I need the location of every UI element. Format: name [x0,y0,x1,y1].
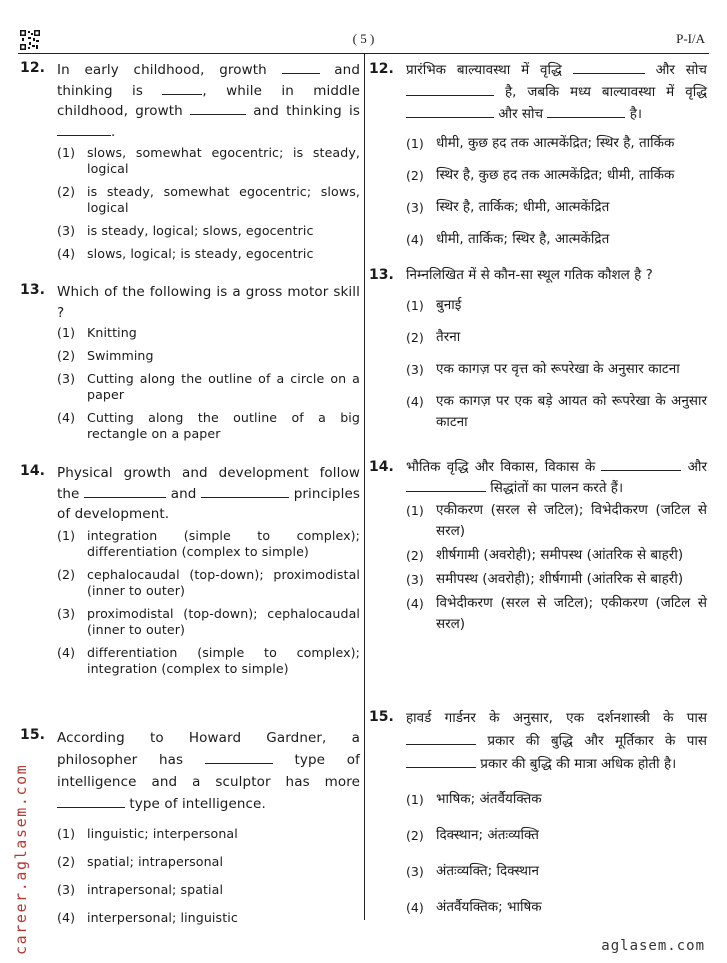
page-number: ( 5 ) [352,31,375,46]
answer-blank [201,486,289,498]
question-stem: Physical growth and development follow the and principles of development. [57,465,360,522]
question-number: 15. [369,709,394,725]
question-stem: प्रारंभिक बाल्यावस्था में वृद्धि और सोच है, जबकि मध्य बाल्यावस्था में वृद्धि और सोच है। [406,62,707,122]
question-number: 12. [20,60,46,76]
option-2: (2) दिक्स्थान; अंतःव्यक्ति [406,827,539,843]
option-3: (3) is steady, logical; slows, egocentric [57,223,314,238]
option-2: (2) शीर्षगामी (अवरोही); समीपस्थ (आंतरिक से बाहरी) [406,547,684,563]
option-4: (4) अंतर्वैयक्तिक; भाषिक [406,899,542,915]
question-stem: भौतिक वृद्धि और विकास, विकास के और सिद्धांतों का पालन करते हैं। [406,459,708,496]
answer-blank [282,62,320,74]
option-1: (1) slows, somewhat egocentric; is steady, logical [57,145,360,176]
question-12-hindi [369,59,707,250]
question-number: 12. [369,61,394,77]
answer-blank [162,83,202,95]
option-2: (2) is steady, somewhat egocentric; slows, logical [57,184,360,215]
question-number: 14. [369,459,394,475]
option-1: (1) Knitting [57,325,137,340]
answer-blank [57,796,125,808]
option-3: (3) एक कागज़ पर वृत्त को रूपरेखा के अनुसार काटना [406,360,680,377]
footer-website: aglasem.com [601,938,705,954]
answer-blank [406,733,476,745]
option-3: (3) Cutting along the outline of a circle on a paper [57,371,360,402]
option-1: (1) धीमी, कुछ हद तक आत्मकेंद्रित; स्थिर है, तार्किक [406,135,675,151]
paper-code: P-I/A [676,31,705,46]
answer-blank [406,106,494,118]
question-15-english [20,727,360,926]
answer-blank [57,124,111,136]
answer-blank [406,84,494,96]
option-1: (1) एकीकरण (सरल से जटिल); विभेदीकरण (जटिल से सरल) [406,502,707,539]
option-4: (4) Cutting along the outline of a big rectangle on a paper [57,410,360,441]
side-watermark: career.aglasem.com [12,763,30,955]
option-2: (2) spatial; intrapersonal [57,854,224,869]
question-14-english [20,463,360,677]
question-12-english [20,60,360,262]
question-stem: निम्नलिखित में से कौन-सा स्थूल गतिक कौशल है ? [406,267,653,283]
question-15-hindi [369,707,707,918]
option-4: (4) differentiation (simple to complex); integration (complex to simple) [57,644,360,676]
option-3: (3) intrapersonal; spatial [57,882,224,897]
option-2: (2) Swimming [57,348,154,363]
question-number: 15. [20,727,46,743]
option-1: (1) integration (simple to complex); differentiation (complex to simple) [57,527,360,559]
option-3: (3) स्थिर है, तार्किक; धीमी, आत्मकेंद्रित [406,199,610,215]
answer-blank [406,480,486,492]
option-3: (3) समीपस्थ (अवरोही); शीर्षगामी (आंतरिक से बाहरी) [406,571,684,587]
question-13-hindi [369,265,707,433]
question-stem: According to Howard Gardner, a philosopher has type of intelligence and a sculptor has more type of intelligence. [57,730,360,812]
option-4: (4) विभेदीकरण (सरल से जटिल); एकीकरण (जटिल से सरल) [406,595,707,632]
question-stem: हावर्ड गार्डनर के अनुसार, एक दर्शनशास्त्री के पास प्रकार की बुद्धि और मूर्तिकार के पास प्रकार की बुद्धि की मात्रा अधिक होती है। [406,710,707,772]
option-4: (4) धीमी, तार्किक; स्थिर है, आत्मकेंद्रित [406,231,610,247]
question-number: 14. [20,463,46,479]
option-2: (2) cephalocaudal (top-down); proximodistal (inner to outer) [57,566,360,598]
question-stem: In early childhood, growth and thinking is , while in middle childhood, growth and thinking is . [57,62,361,140]
option-2: (2) तैरना [406,328,461,345]
question-stem: Which of the following is a gross motor skill ? [57,284,360,321]
answer-blank [547,106,625,118]
answer-blank [84,486,166,498]
option-1: (1) भाषिक; अंतर्वैयक्तिक [406,791,542,807]
answer-blank [205,752,273,764]
question-14-hindi [369,457,707,635]
question-13-english [20,282,360,442]
option-2: (2) स्थिर है, कुछ हद तक आत्मकेंद्रित; धीमी, तार्किक [406,167,675,183]
option-1: (1) linguistic; interpersonal [57,826,238,841]
answer-blank [573,62,645,74]
option-4: (4) slows, logical; is steady, egocentric [57,246,314,261]
option-1: (1) बुनाई [406,296,462,313]
answer-blank [190,103,246,115]
question-number: 13. [20,282,46,298]
option-4: (4) interpersonal; linguistic [57,910,238,925]
answer-blank [406,756,476,768]
option-3: (3) proximodistal (top-down); cephalocaudal (inner to outer) [57,605,360,637]
option-3: (3) अंतःव्यक्ति; दिक्स्थान [406,863,539,879]
answer-blank [601,459,681,471]
question-number: 13. [369,267,394,283]
option-4: (4) एक कागज़ पर एक बड़े आयत को रूपरेखा के अनुसार काटना [406,392,707,430]
column-divider [364,54,365,920]
